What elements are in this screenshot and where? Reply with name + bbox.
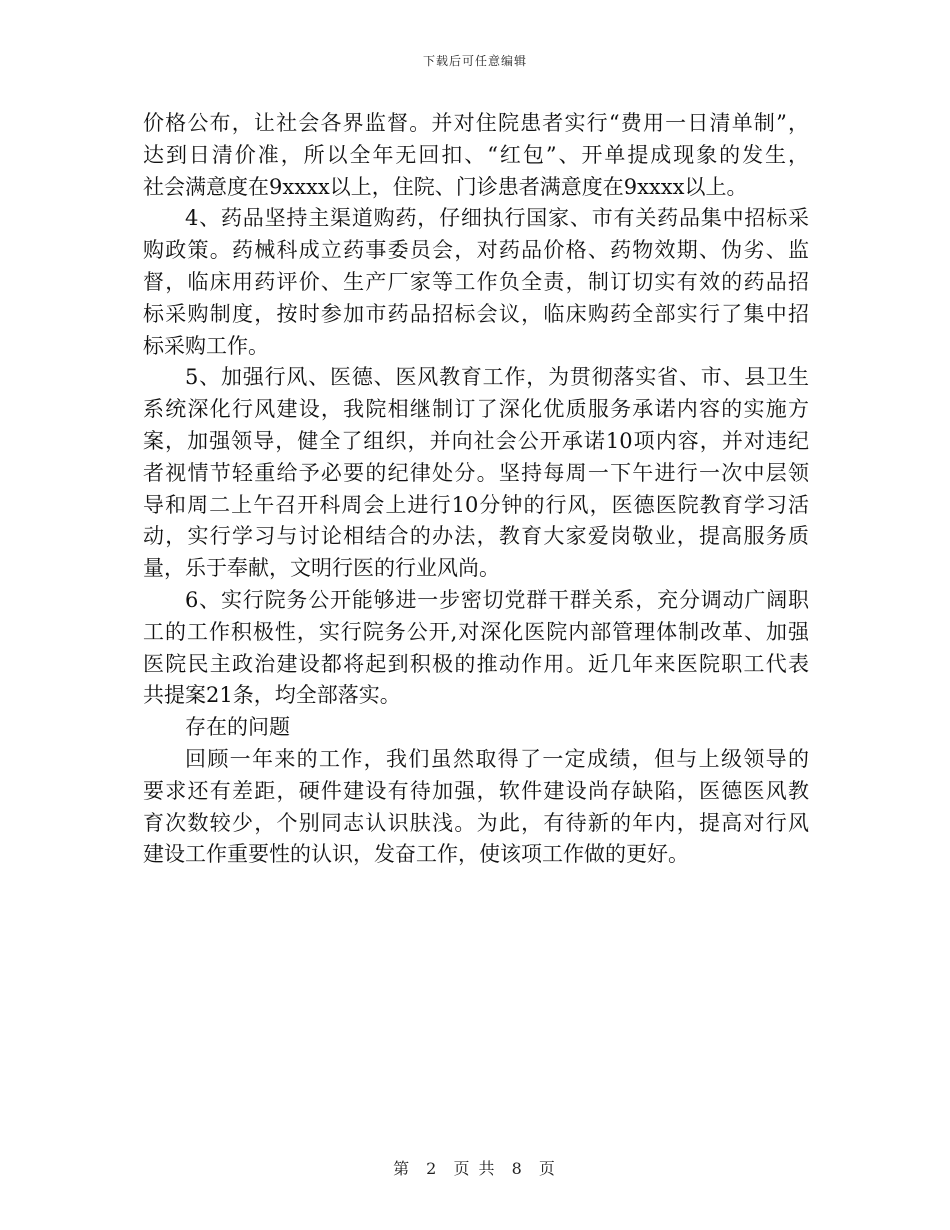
page-header: 下载后可任意编辑 [422,54,527,68]
page-footer [0,1156,950,1179]
paragraph-line: 5、加强行风、医德、医风教育工作，为贯彻落实省、市、县卫生 [185,365,809,390]
paragraph-line: 医院民主政治建设都将起到积极的推动作用。近几年来医院职工代表 [143,651,809,676]
paragraph-line: 价格公布，让社会各界监督。并对住院患者实行“费用一日清单制”， [143,111,809,135]
paragraph-line: 6、实行院务公开能够进一步密切党群干群关系，充分调动广阔职 [185,587,809,612]
paragraph-line: 建设工作重要性的认识，发奋工作，使该项工作做的更好。 [143,842,689,867]
paragraph-line: 者视情节轻重给予必要的纪律处分。坚持每周一下午进行一次中层领 [143,460,809,485]
total-pages-number: 8 [511,1159,524,1178]
paragraph-line: 购政策。药械科成立药事委员会，对药品价格、药物效期、伪劣、监 [143,238,809,263]
paragraph-line: 4、药品坚持主渠道购药，仔细执行国家、市有关药品集中招标采 [185,206,809,231]
paragraph-line: 案，加强领导，健全了组织，并向社会公开承诺10项内容，并对违纪 [143,428,809,453]
paragraph-line: 量，乐于奉献，文明行医的行业风尚。 [143,556,500,581]
paragraph-line: 达到日清价准，所以全年无回扣、“红包”、开单提成现象的发生， [143,142,809,167]
document-body [143,108,809,871]
paragraph-line: 工的工作积极性，实行院务公开,对深化医院内部管理体制改革、加强 [143,619,809,644]
paragraph-line: 导和周二上午召开科周会上进行10分钟的行风，医德医院教育学习活 [143,492,809,517]
paragraph-line: 要求还有差距，硬件建设有待加强，软件建设尚存缺陷，医德医风教 [143,778,809,803]
paragraph-line: 共提案21条，均全部落实。 [143,683,401,708]
footer-middle: 页 共 [453,1159,497,1178]
paragraph-line: 回顾一年来的工作，我们虽然取得了一定成绩，但与上级领导的 [185,746,809,771]
paragraph-line: 标采购工作。 [143,333,269,358]
footer-suffix: 页 [538,1159,557,1178]
paragraph-line: 系统深化行风建设，我院相继制订了深化优质服务承诺内容的实施方 [143,397,809,422]
footer-prefix: 第 [393,1159,412,1178]
paragraph-line: 动，实行学习与讨论相结合的办法，教育大家爱岗敬业，提高服务质 [143,524,809,549]
paragraph-line: 督，临床用药评价、生产厂家等工作负全责，制订切实有效的药品招 [143,269,809,294]
paragraph-line: 标采购制度，按时参加市药品招标会议，临床购药全部实行了集中招 [143,301,809,326]
current-page-number: 2 [426,1159,439,1178]
paragraph-line: 社会满意度在9xxxx以上，住院、门诊患者满意度在9xxxx以上。 [143,174,748,199]
paragraph-line: 育次数较少，个别同志认识肤浅。为此，有待新的年内，提高对行风 [143,810,809,835]
section-heading: 存在的问题 [185,715,290,740]
